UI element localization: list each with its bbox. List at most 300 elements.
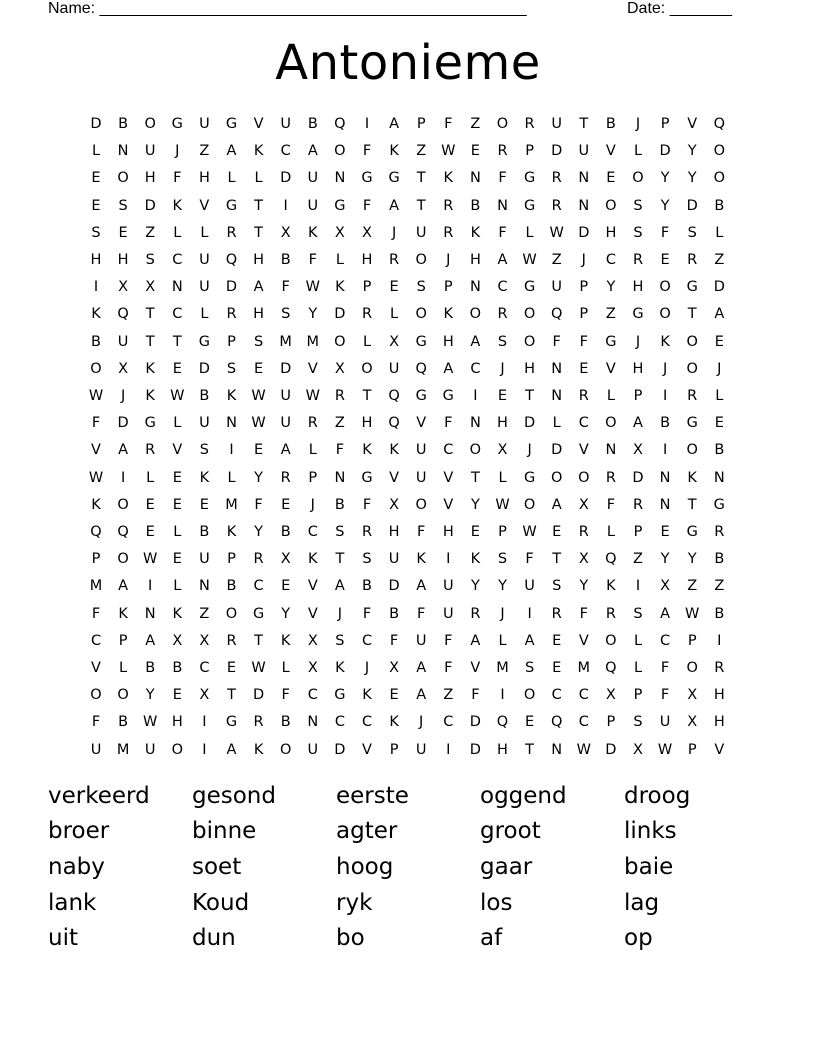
grid-letter: G (686, 279, 698, 296)
grid-letter: B (470, 197, 481, 214)
grid-letter: V (91, 660, 101, 676)
grid-letter: C (443, 714, 454, 731)
grid-letter: D (144, 197, 156, 214)
grid-letter: H (253, 252, 265, 268)
grid-letter: D (253, 687, 265, 704)
grid-letter: W (143, 714, 158, 731)
grid-letter: T (525, 388, 535, 404)
grid-letter: T (145, 333, 155, 350)
grid-letter: H (361, 415, 373, 432)
grid-letter: N (171, 279, 183, 296)
grid-letter: P (660, 116, 670, 132)
grid-letter: K (443, 170, 454, 187)
grid-letter: H (253, 306, 265, 323)
grid-letter: L (91, 143, 101, 160)
grid-letter: X (660, 578, 671, 595)
grid-letter: E (714, 333, 724, 350)
grid-letter: W (143, 551, 158, 568)
grid-letter: O (334, 143, 346, 160)
grid-letter: G (171, 116, 183, 132)
grid-letter: D (90, 116, 102, 132)
grid-letter: V (605, 360, 616, 377)
grid-letter: K (335, 279, 345, 296)
grid-letter: M (306, 333, 320, 350)
grid-letter: Y (687, 551, 697, 568)
grid-letter: X (118, 360, 129, 377)
grid-letter: Y (308, 306, 318, 323)
grid-letter: S (145, 252, 155, 268)
grid-letter: O (713, 143, 725, 160)
grid-letter: H (361, 252, 373, 268)
word-list-item: broer (48, 818, 110, 844)
grid-letter: I (662, 442, 668, 459)
grid-letter: P (633, 524, 643, 540)
grid-letter: I (120, 469, 126, 486)
grid-letter: P (389, 741, 399, 758)
grid-letter: X (389, 496, 400, 513)
grid-letter: U (442, 578, 454, 595)
grid-letter: B (91, 333, 101, 350)
grid-letter: J (717, 360, 722, 377)
grid-letter: C (172, 306, 183, 323)
grid-letter: G (198, 333, 211, 350)
grid-letter: V (416, 415, 427, 432)
grid-letter: E (118, 224, 128, 241)
grid-letter: L (200, 224, 209, 241)
grid-letter: W (657, 741, 673, 758)
grid-letter: J (120, 388, 126, 404)
grid-letter: H (632, 279, 644, 296)
grid-letter: F (579, 605, 588, 622)
grid-letter: F (444, 660, 453, 676)
grid-letter: V (172, 442, 183, 459)
grid-letter: K (91, 306, 101, 323)
grid-letter: Q (388, 415, 400, 432)
grid-letter: X (362, 224, 372, 241)
grid-letter: D (280, 170, 292, 187)
grid-letter: O (334, 333, 346, 350)
grid-letter: P (308, 469, 318, 486)
grid-letter: O (523, 496, 536, 513)
grid-letter: O (686, 360, 698, 377)
grid-letter: R (497, 143, 508, 160)
grid-letter: B (199, 388, 210, 404)
grid-letter: L (498, 469, 507, 486)
grid-letter: U (307, 170, 319, 187)
grid-letter: N (334, 170, 346, 187)
grid-letter: K (172, 197, 183, 214)
grid-letter: N (605, 442, 617, 459)
grid-letter: N (198, 578, 210, 595)
grid-letter: O (361, 360, 373, 377)
grid-letter: G (442, 388, 454, 404)
grid-letter: V (199, 197, 210, 214)
grid-letter: K (118, 605, 128, 622)
grid-letter: G (686, 524, 698, 540)
grid-letter: B (389, 605, 400, 622)
grid-letter: C (172, 252, 183, 268)
word-list-item: los (480, 890, 513, 916)
grid-letter: K (226, 388, 237, 404)
word-list-item: agter (336, 818, 398, 844)
grid-letter: D (469, 714, 481, 731)
grid-letter: A (226, 143, 237, 160)
grid-letter: O (117, 496, 129, 513)
grid-letter: S (524, 660, 535, 676)
grid-letter: Y (470, 496, 480, 513)
grid-letter: C (361, 632, 373, 649)
grid-letter: C (578, 415, 589, 432)
grid-letter: O (90, 687, 102, 704)
grid-letter: K (253, 741, 264, 758)
grid-letter: F (498, 224, 507, 241)
grid-letter: N (144, 605, 156, 622)
grid-letter: X (334, 360, 345, 377)
grid-letter: E (254, 360, 264, 377)
grid-letter: B (280, 714, 291, 731)
grid-letter: U (551, 116, 562, 132)
grid-letter: G (523, 170, 536, 187)
grid-letter: Q (550, 306, 563, 323)
word-list-item: op (624, 925, 653, 951)
grid-letter: A (389, 197, 400, 214)
grid-letter: E (172, 687, 182, 704)
grid-letter: F (498, 170, 507, 187)
grid-letter: W (251, 660, 266, 676)
grid-letter: W (305, 388, 320, 404)
grid-letter: K (335, 660, 345, 676)
grid-letter: R (226, 306, 237, 323)
grid-letter: T (362, 388, 372, 404)
grid-letter: J (337, 605, 343, 622)
grid-letter: V (470, 660, 481, 676)
grid-letter: H (713, 687, 725, 704)
grid-letter: H (198, 170, 210, 187)
grid-letter: O (171, 741, 183, 758)
grid-letter: E (470, 143, 480, 160)
grid-letter: G (523, 279, 536, 296)
grid-letter: W (251, 388, 266, 404)
grid-letter: X (172, 632, 183, 649)
grid-letter: X (280, 551, 291, 568)
grid-letter: O (469, 306, 482, 323)
grid-letter: Y (687, 143, 697, 160)
grid-letter: D (632, 469, 644, 486)
word-list-item: Koud (192, 890, 250, 916)
grid-letter: S (633, 197, 643, 214)
grid-letter: B (714, 197, 725, 214)
grid-letter: N (497, 197, 508, 214)
grid-letter: K (416, 551, 426, 568)
word-list-item: hoog (336, 854, 394, 880)
grid-letter: I (229, 442, 234, 459)
grid-letter: V (389, 469, 400, 486)
grid-letter: V (578, 632, 589, 649)
grid-letter: F (362, 496, 372, 513)
grid-letter: L (633, 660, 643, 676)
word-list-item: droog (624, 783, 691, 809)
grid-letter: M (116, 741, 130, 758)
grid-letter: G (334, 687, 346, 704)
word-list-item: binne (192, 818, 257, 844)
grid-letter: L (633, 143, 643, 160)
grid-letter: T (416, 197, 426, 214)
grid-letter: J (310, 496, 315, 513)
grid-letter: B (714, 551, 725, 568)
grid-letter: D (578, 224, 590, 241)
grid-letter: S (687, 224, 697, 241)
grid-letter: J (364, 660, 370, 676)
grid-letter: U (388, 551, 400, 568)
grid-letter: E (579, 360, 589, 377)
grid-letter: C (551, 687, 562, 704)
grid-letter: A (307, 143, 318, 160)
grid-letter: L (715, 388, 724, 404)
grid-letter: A (416, 687, 427, 704)
grid-letter: X (199, 687, 210, 704)
grid-letter: T (254, 197, 264, 214)
grid-letter: S (633, 605, 643, 622)
grid-letter: U (280, 388, 291, 404)
grid-letter: P (525, 143, 534, 160)
grid-letter: L (390, 306, 399, 323)
grid-letter: X (578, 496, 589, 513)
grid-letter: X (145, 279, 156, 296)
grid-letter: F (362, 197, 372, 214)
grid-letter: K (470, 224, 481, 241)
grid-letter: F (525, 551, 534, 568)
grid-letter: W (522, 524, 537, 540)
grid-letter: X (199, 632, 210, 649)
grid-letter: N (551, 741, 563, 758)
grid-letter: F (660, 660, 670, 676)
grid-letter: T (687, 496, 697, 513)
grid-letter: O (225, 605, 238, 622)
grid-letter: S (226, 360, 237, 377)
grid-letter: R (470, 605, 481, 622)
grid-letter: R (253, 714, 264, 731)
grid-letter: K (308, 551, 318, 568)
grid-letter: G (361, 170, 373, 187)
grid-letter: B (172, 660, 183, 676)
grid-letter: N (659, 496, 671, 513)
grid-letter: C (199, 660, 210, 676)
grid-letter: O (117, 170, 129, 187)
grid-letter: L (525, 224, 534, 241)
word-list-item: uit (48, 925, 78, 951)
grid-letter: X (605, 687, 616, 704)
grid-letter: F (444, 415, 453, 432)
grid-letter: Q (713, 116, 725, 132)
grid-letter: Y (145, 687, 155, 704)
grid-letter: F (660, 687, 670, 704)
grid-letter: R (334, 388, 345, 404)
grid-letter: R (443, 197, 454, 214)
grid-letter: E (281, 578, 291, 595)
grid-letter: Q (90, 524, 102, 540)
word-list-item: baie (624, 854, 674, 880)
grid-letter: S (497, 333, 508, 350)
grid-letter: O (117, 551, 129, 568)
grid-letter: E (145, 496, 155, 513)
grid-letter: Y (470, 578, 480, 595)
grid-letter: K (389, 442, 399, 459)
grid-letter: C (361, 714, 373, 731)
grid-letter: T (416, 170, 426, 187)
grid-letter: H (469, 252, 481, 268)
grid-letter: G (144, 415, 156, 432)
grid-letter: G (415, 333, 427, 350)
grid-letter: Q (415, 360, 427, 377)
grid-letter: G (361, 469, 373, 486)
grid-letter: B (307, 116, 318, 132)
grid-letter: F (91, 415, 101, 432)
grid-letter: Q (605, 660, 617, 676)
grid-letter: E (525, 714, 535, 731)
grid-letter: F (308, 252, 317, 268)
grid-letter: T (172, 333, 182, 350)
grid-letter: C (660, 632, 671, 649)
grid-letter: Y (660, 197, 670, 214)
grid-letter: S (633, 714, 643, 731)
grid-letter: U (199, 279, 210, 296)
grid-letter: P (498, 524, 507, 540)
grid-letter: A (633, 415, 643, 432)
grid-letter: D (225, 279, 238, 296)
grid-letter: K (443, 306, 454, 323)
grid-letter: X (118, 279, 129, 296)
grid-letter: E (552, 660, 562, 676)
grid-letter: J (581, 252, 586, 268)
grid-letter: U (415, 442, 427, 459)
grid-letter: B (605, 116, 616, 132)
grid-letter: L (227, 170, 236, 187)
grid-letter: H (117, 252, 129, 268)
grid-letter: N (117, 143, 129, 160)
grid-letter: K (91, 496, 101, 513)
grid-letter: W (685, 605, 700, 622)
grid-letter: O (605, 415, 617, 432)
grid-letter: H (497, 741, 508, 758)
grid-letter: R (145, 442, 156, 459)
grid-letter: Z (605, 306, 616, 323)
grid-letter: H (632, 360, 644, 377)
grid-letter: E (552, 524, 562, 540)
word-list-item: gaar (480, 854, 533, 880)
grid-letter: G (632, 306, 644, 323)
grid-letter: D (334, 741, 346, 758)
grid-letter: R (578, 524, 589, 540)
grid-letter: J (635, 333, 641, 350)
grid-letter: Y (254, 469, 264, 486)
grid-letter: L (552, 415, 561, 432)
grid-letter: L (633, 632, 643, 649)
grid-letter: L (200, 306, 209, 323)
grid-letter: F (417, 524, 426, 540)
grid-letter: N (334, 469, 346, 486)
word-list-item: ryk (336, 890, 373, 916)
grid-letter: O (469, 442, 482, 459)
grid-letter: R (605, 605, 616, 622)
grid-letter: F (91, 714, 101, 731)
grid-letter: F (362, 605, 372, 622)
grid-letter: O (713, 170, 725, 187)
grid-letter: S (552, 578, 562, 595)
grid-letter: S (497, 551, 508, 568)
grid-letter: I (527, 605, 532, 622)
grid-letter: K (362, 442, 372, 459)
grid-letter: T (145, 306, 155, 323)
grid-letter: T (687, 306, 697, 323)
grid-letter: Z (443, 687, 454, 704)
grid-letter: F (281, 687, 290, 704)
grid-letter: H (90, 252, 102, 268)
grid-letter: N (226, 415, 237, 432)
grid-letter: K (280, 632, 291, 649)
grid-letter: A (416, 578, 427, 595)
grid-letter: F (444, 632, 453, 649)
grid-letter: F (471, 687, 480, 704)
grid-letter: S (335, 632, 345, 649)
grid-letter: O (117, 687, 129, 704)
grid-letter: B (280, 252, 291, 268)
grid-letter: X (307, 660, 318, 676)
grid-letter: O (415, 496, 427, 513)
grid-letter: B (226, 578, 237, 595)
grid-letter: R (524, 116, 535, 132)
grid-letter: N (307, 714, 319, 731)
grid-letter: U (144, 143, 156, 160)
grid-letter: H (442, 333, 454, 350)
grid-letter: R (714, 524, 725, 540)
grid-letter: K (308, 224, 318, 241)
grid-letter: E (497, 388, 508, 404)
word-list-item: af (480, 925, 503, 951)
word-list-item: groot (480, 818, 541, 844)
grid-letter: V (307, 605, 318, 622)
grid-letter: L (173, 224, 182, 241)
grid-letter: X (633, 442, 643, 459)
grid-letter: P (579, 279, 589, 296)
word-list-item: lag (624, 890, 660, 916)
page-title: Antonieme (275, 35, 541, 91)
grid-letter: J (175, 143, 180, 160)
grid-letter: X (307, 632, 318, 649)
grid-letter: Y (660, 170, 670, 187)
grid-letter: U (280, 415, 291, 432)
grid-letter: C (90, 632, 102, 649)
grid-letter: U (415, 632, 427, 649)
grid-letter: A (118, 442, 129, 459)
grid-letter: R (687, 252, 698, 268)
grid-letter: I (202, 741, 207, 758)
grid-letter: R (280, 469, 291, 486)
grid-letter: O (605, 197, 617, 214)
grid-letter: A (389, 116, 400, 132)
grid-letter: L (362, 333, 372, 350)
grid-letter: L (606, 524, 615, 540)
grid-letter: F (660, 224, 670, 241)
grid-letter: T (579, 116, 589, 132)
grid-letter: T (254, 224, 264, 241)
grid-letter: M (496, 660, 509, 676)
grid-letter: U (199, 116, 210, 132)
grid-letter: E (552, 632, 562, 649)
grid-letter: Z (199, 143, 210, 160)
grid-letter: L (308, 442, 317, 459)
grid-letter: Y (498, 578, 507, 595)
grid-letter: J (500, 360, 505, 377)
